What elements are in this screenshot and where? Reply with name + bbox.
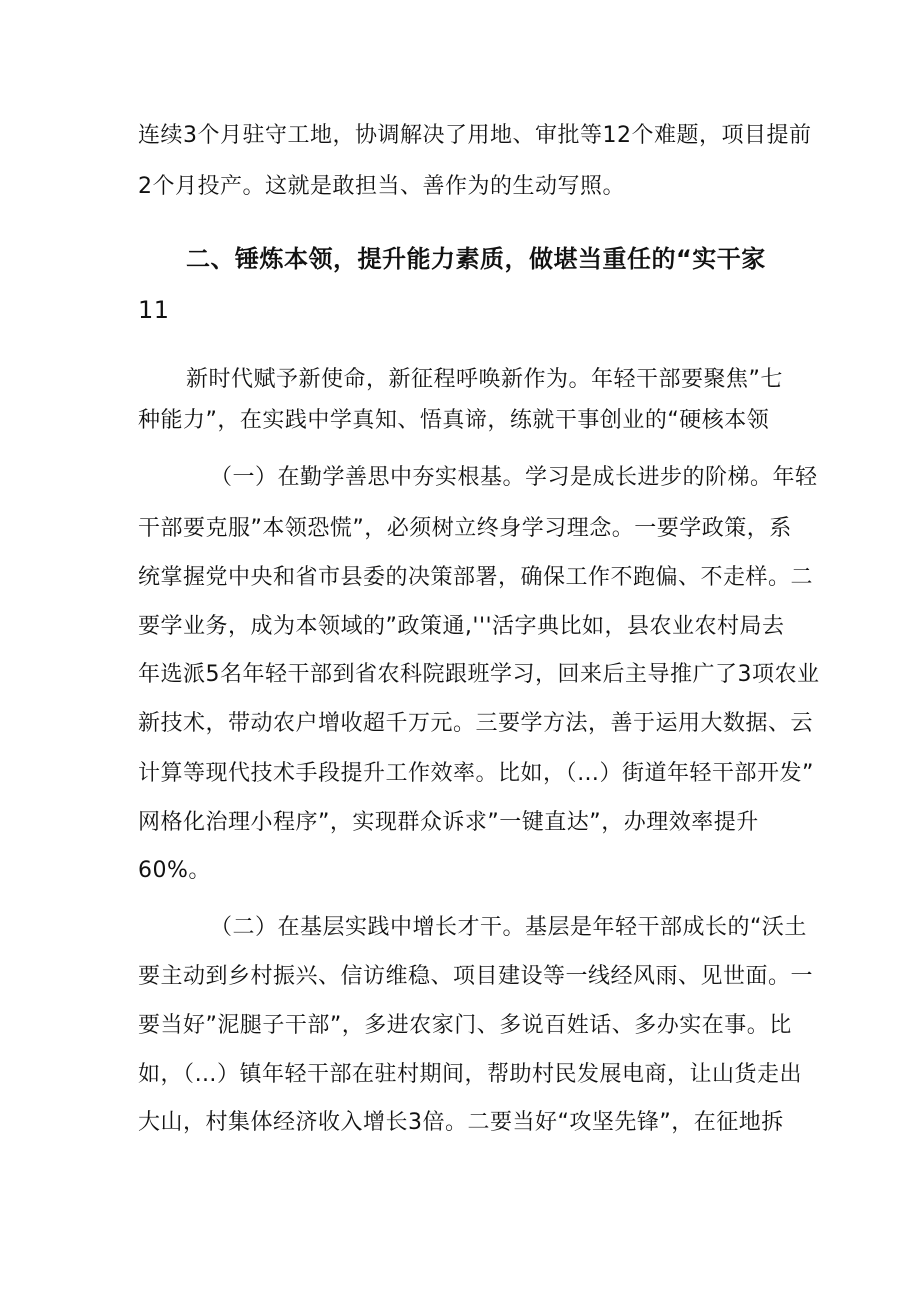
body-line: 2个月投产。这就是敢担当、善作为的生动写照。	[138, 174, 625, 199]
body-line: 统掌握党中央和省市县委的决策部署，确保工作不跑偏、不走样。二	[138, 565, 814, 590]
body-line: 如，（…）镇年轻干部在驻村期间，帮助村民发展电商，让山货走出	[138, 1062, 803, 1087]
body-line: 干部要克服”本领恐慌”，必须树立终身学习理念。一要学政策，系	[138, 516, 792, 541]
body-line: 新时代赋予新使命，新征程呼唤新作为。年轻干部要聚焦”七	[186, 367, 783, 392]
body-line: 大山，村集体经济收入增长3倍。二要当好“攻坚先锋”，在征地拆	[138, 1110, 784, 1135]
subsection-line: （二）在基层实践中增长才干。基层是年轻干部成长的“沃土	[210, 915, 807, 940]
section-heading-continuation: 11	[138, 296, 170, 324]
body-line: 种能力”，在实践中学真知、悟真谛，练就干事创业的“硬核本领	[138, 408, 770, 433]
body-line: 要学业务，成为本领域的”政策通,'''活字典比如，县农业农村局去	[138, 614, 785, 639]
body-line: 连续3个月驻守工地，协调解决了用地、审批等12个难题，项目提前	[138, 123, 812, 148]
subsection-line: （一）在勤学善思中夯实根基。学习是成长进步的阶梯。年轻	[210, 465, 818, 490]
body-line: 计算等现代技术手段提升工作效率。比如，（…）街道年轻干部开发”	[138, 761, 814, 786]
body-line: 60%。	[138, 858, 211, 883]
body-line: 网格化治理小程序”，实现群众诉求”一键直达”，办理效率提升	[138, 810, 759, 835]
body-line: 要当好”泥腿子干部”，多进农家门、多说百姓话、多办实在事。比	[138, 1013, 792, 1038]
body-line: 新技术，带动农户增收超千万元。三要学方法，善于运用大数据、云	[138, 711, 814, 736]
body-line: 年选派5名年轻干部到省农科院跟班学习，回来后主导推广了3项农业	[138, 662, 820, 687]
body-line: 要主动到乡村振兴、信访维稳、项目建设等一线经风雨、见世面。一	[138, 964, 814, 989]
section-heading: 二、锤炼本领，提升能力素质，做堪当重任的“实干家	[186, 245, 766, 273]
